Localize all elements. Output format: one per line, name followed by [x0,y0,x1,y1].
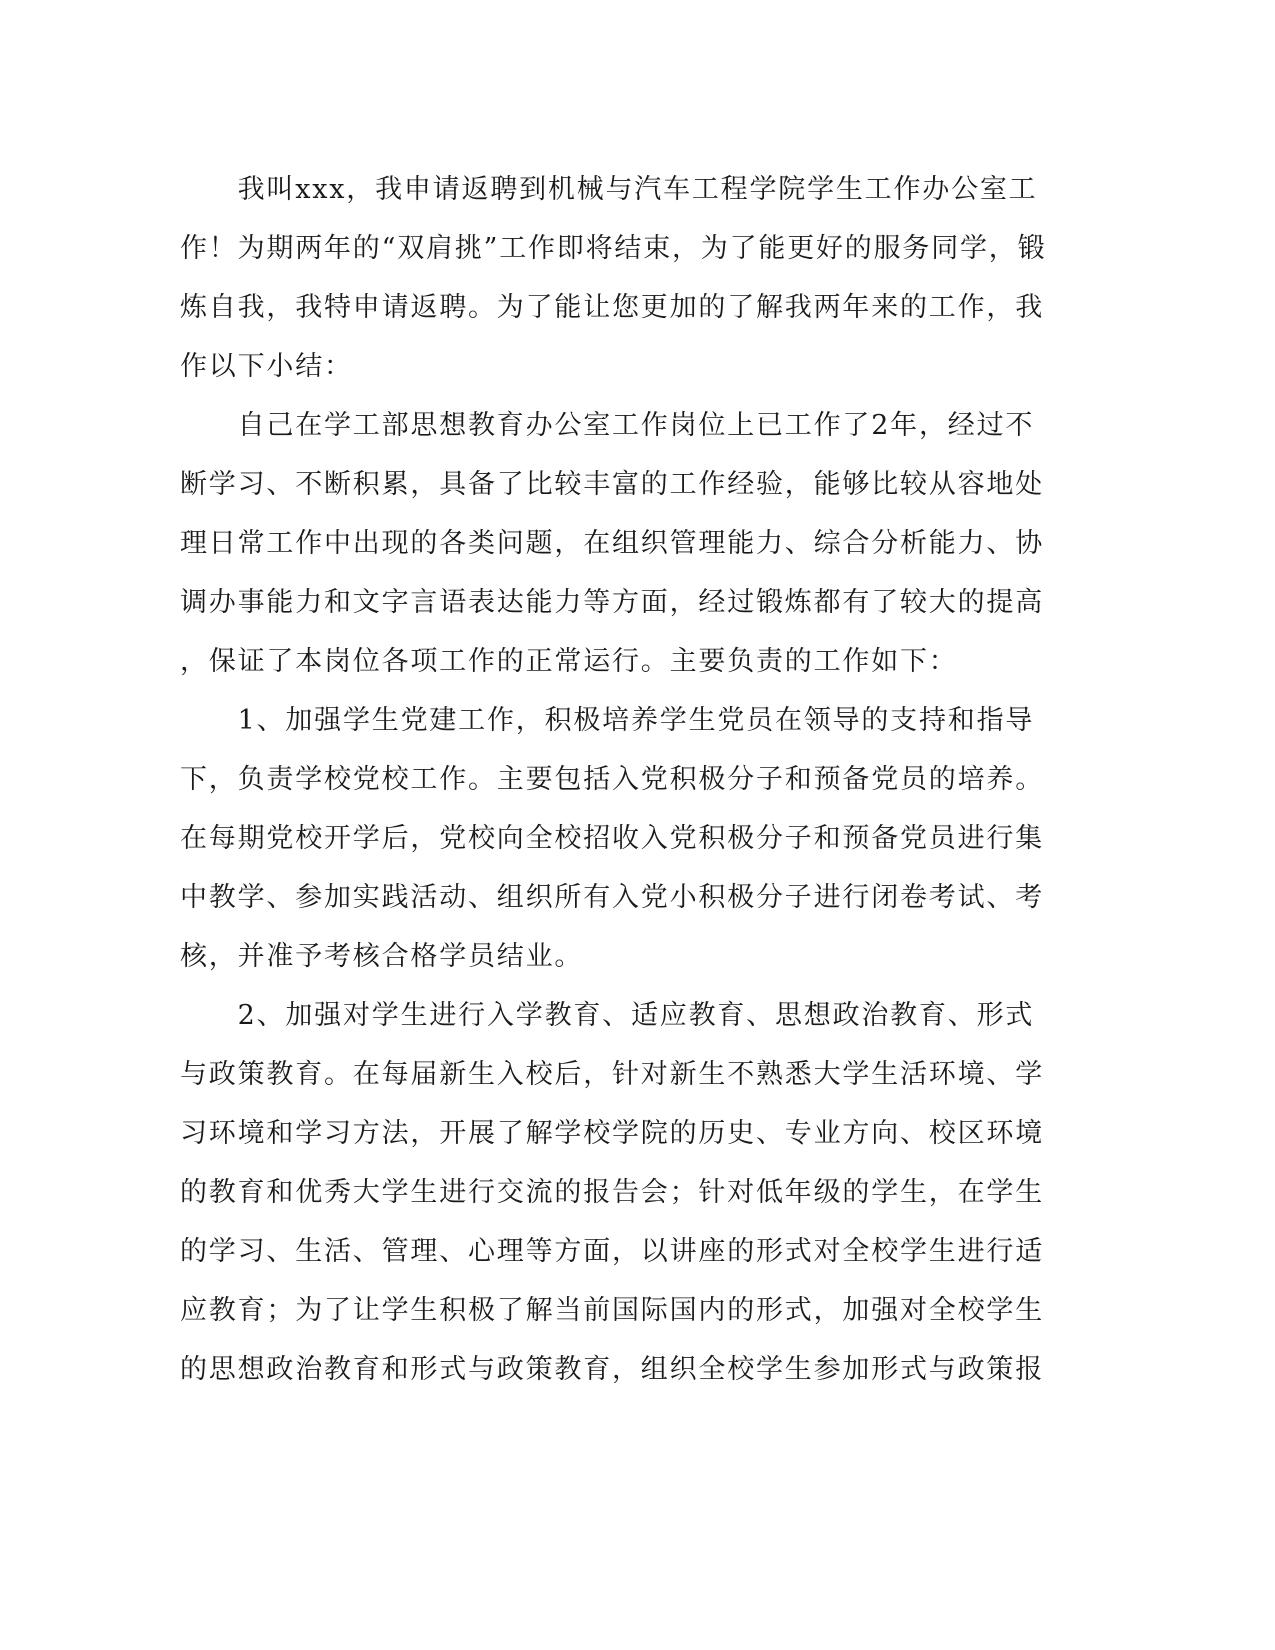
text-line: 作！为期两年的“双肩挑”工作即将结束，为了能更好的服务同学，锻 [180,233,1047,264]
text-line: 理日常工作中出现的各类问题，在组织管理能力、综合分析能力、协 [180,528,1044,559]
text-line: ，保证了本岗位各项工作的正常运行。主要负责的工作如下： [180,646,958,677]
text-line: 自己在学工部思想教育办公室工作岗位上已工作了2年，经过不 [180,410,1035,441]
text-line: 作以下小结： [180,351,353,382]
text-line: 的学习、生活、管理、心理等方面，以讲座的形式对全校学生进行适 [180,1236,1044,1267]
text-line: 2、加强对学生进行入学教育、适应教育、思想政治教育、形式 [180,1000,1035,1031]
text-line: 与政策教育。在每届新生入校后，针对新生不熟悉大学生活环境、学 [180,1059,1044,1090]
text-line: 核，并准予考核合格学员结业。 [180,941,584,972]
text-line: 调办事能力和文字言语表达能力等方面，经过锻炼都有了较大的提高 [180,587,1044,618]
text-line: 应教育；为了让学生积极了解当前国际国内的形式，加强对全校学生 [180,1295,1044,1326]
text-line: 在每期党校开学后，党校向全校招收入党积极分子和预备党员进行集 [180,823,1044,854]
text-line: 的教育和优秀大学生进行交流的报告会；针对低年级的学生，在学生 [180,1177,1044,1208]
text-line: 的思想政治教育和形式与政策教育，组织全校学生参加形式与政策报 [180,1354,1044,1385]
body-text [180,160,1050,1399]
text-line: 炼自我，我特申请返聘。为了能让您更加的了解我两年来的工作，我 [180,292,1044,323]
text-line: 断学习、不断积累，具备了比较丰富的工作经验，能够比较从容地处 [180,469,1044,500]
text-line: 1、加强学生党建工作，积极培养学生党员在领导的支持和指导 [180,705,1035,736]
text-line: 中教学、参加实践活动、组织所有入党小积极分子进行闭卷考试、考 [180,882,1044,913]
text-line: 下，负责学校党校工作。主要包括入党积极分子和预备党员的培养。 [180,764,1044,795]
text-line: 我叫xxx，我申请返聘到机械与汽车工程学院学生工作办公室工 [180,174,1038,205]
text-line: 习环境和学习方法，开展了解学校学院的历史、专业方向、校区环境 [180,1118,1044,1149]
